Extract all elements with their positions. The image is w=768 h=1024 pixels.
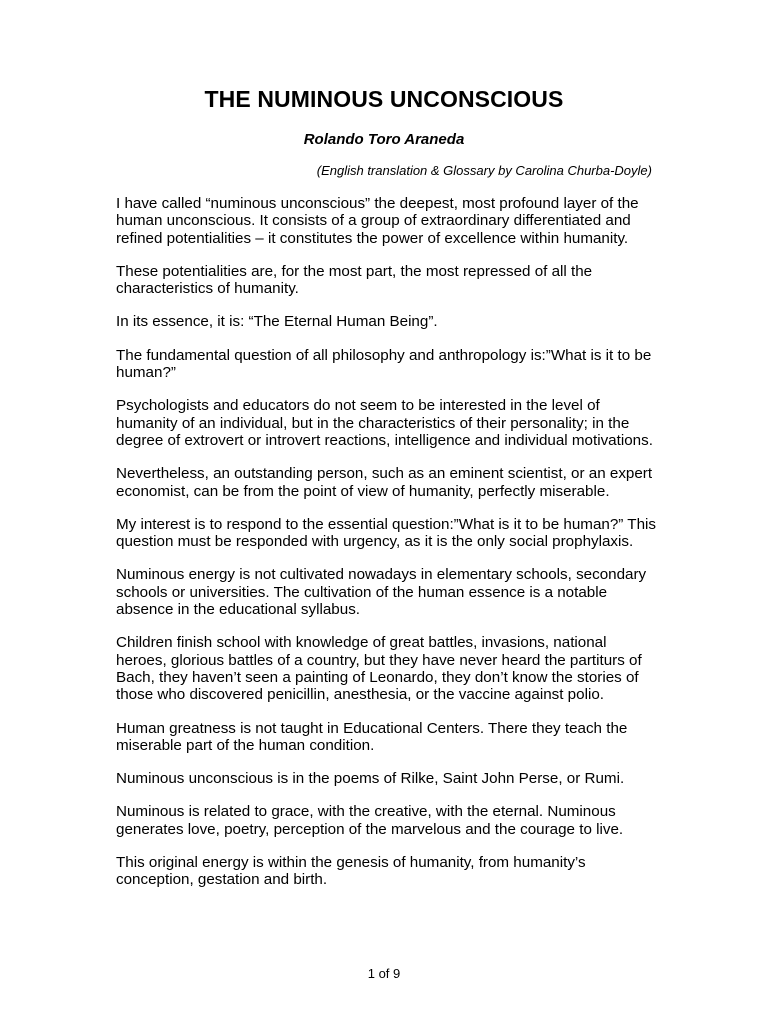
paragraph: Psychologists and educators do not seem to be interested in the level of humanity of an individual, but in the characteristics of their personality; in the degree of extrovert or introvert reactions, intelligence and individual motivations. (116, 397, 653, 449)
paragraph: Numinous energy is not cultivated nowadays in elementary schools, secondary schools or universities. The cultivation of the human essence is a notable absence in the educational syllabus. (116, 566, 647, 619)
paragraph: Children finish school with knowledge of great battles, invasions, national heroes, glorious battles of a country, but they have never heard the partiturs of Bach, they haven’t seen a painting of Leonardo, they don’t know the stories of those who discovered penicillin, anesthesia, or the vaccine against polio. (116, 634, 642, 704)
paragraph: Nevertheless, an outstanding person, such as an eminent scientist, or an expert economist, can be from the point of view of humanity, perfectly miserable. (116, 465, 653, 500)
paragraph: My interest is to respond to the essential question:”What is it to be human?” This question must be responded with urgency, as it is the only social prophylaxis. (116, 515, 656, 551)
paragraph: In its essence, it is: “The Eternal Human Being”. (116, 313, 438, 331)
author-name: Rolando Toro Araneda (303, 131, 465, 148)
paragraph: I have called “numinous unconscious” the deepest, most profound layer of the human unconscious. It consists of a group of extraordinary differentiated and refined potentialities – it constitutes the power of excellence within humanity. (116, 195, 639, 247)
body-text (116, 195, 656, 905)
document-title: THE NUMINOUS UNCONSCIOUS (204, 86, 564, 112)
paragraph: Human greatness is not taught in Educational Centers. There they teach the miserable part of the human condition. (116, 719, 628, 754)
paragraph: Numinous is related to grace, with the creative, with the eternal. Numinous generates love, poetry, perception of the marvelous and the courage to live. (116, 803, 624, 838)
page-number: 1 of 9 (367, 966, 401, 981)
paragraph: This original energy is within the genesis of humanity, from humanity’s conception, gestation and birth. (116, 854, 586, 889)
translation-note: (English translation & Glossary by Carolina Churba-Doyle) (316, 163, 652, 178)
paragraph: These potentialities are, for the most part, the most repressed of all the characteristics of humanity. (116, 262, 593, 298)
paragraph: Numinous unconscious is in the poems of Rilke, Saint John Perse, or Rumi. (116, 770, 625, 788)
paragraph: The fundamental question of all philosophy and anthropology is:”What is it to be human?” (116, 346, 652, 382)
